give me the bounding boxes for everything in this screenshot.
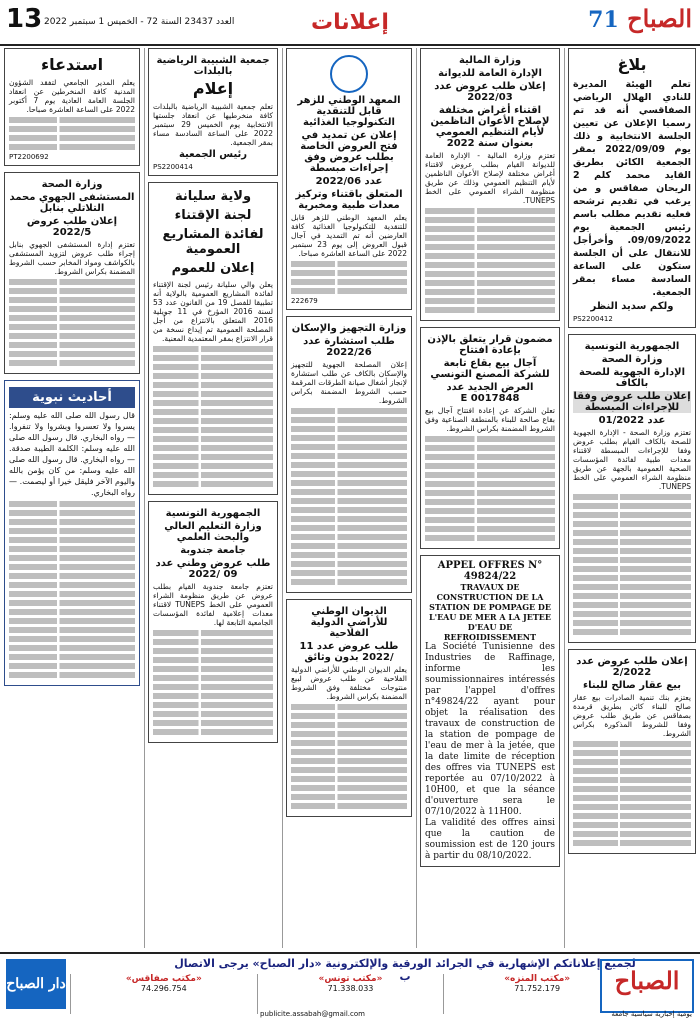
- notice-chabiba: [148, 48, 278, 176]
- tender2-title: إعلان طلب عروض عدد 2/2022: [576, 656, 688, 678]
- equipment-text: إعلان المصلحة الجهوية للتجهيز والإسكان بالكاف عن طلب استشارة لإنجاز أشغال صيانة الطرقات المرقمة حسب الشروط المضمنة بكراس الشروط.: [291, 360, 407, 405]
- hadith-box: [4, 380, 140, 686]
- hadith-title: أحاديث نبوية: [9, 387, 135, 408]
- customs-head: إعلان طلب عروض عدد 2022/03: [434, 81, 546, 103]
- tender-nabeul-hospital: [4, 172, 140, 374]
- office-sfax: [70, 974, 257, 1014]
- ao-tail: La validité des offres ainsi que la caution de soumission est de 120 jours à partir du 08/10/2022.: [425, 818, 555, 861]
- column-3: [286, 48, 412, 948]
- jendouba-text: تعتزم جامعة جندوبة القيام بطلب عروض عن طريق منظومة الشراء العمومي على الخط TUNEPS لاقتناء معدات إعلامية لفائدة المؤسسات الجامعية التابعة لها.: [153, 582, 273, 627]
- hadith-text: قال رسول الله صلى الله عليه وسلم: يسروا ولا تعسروا وبشروا ولا تنفروا. — رواه البخاري. قال رسول الله صلى الله عليه وسلم: الكلمة الطيبة صدقة. — رواه البخاري. قال رسول الله صلى الله عليه وسلم: من كان يؤمن بالله واليوم الآخر فليقل خيرا أو ليصمت. — رواه البخاري.: [9, 411, 135, 497]
- office-tunis: [257, 974, 444, 1014]
- consultation-equipment: [286, 316, 412, 593]
- issue-line: العدد 23437 السنة 72 - الخميس 1 سبتمبر 2022: [44, 17, 235, 27]
- siliana-head2: إعلان للعموم: [171, 261, 255, 276]
- institute-title: المعهد الوطني للزهر قابل للتنقدية التكنولوجيا الغذائية: [297, 95, 401, 128]
- dar-assabah-logo: دار الصباح: [6, 959, 66, 1009]
- notice-title: بلاغ: [617, 55, 647, 74]
- footer-logo-text: الصباح: [614, 966, 680, 995]
- office-sfax-phone: 74.296.754: [140, 984, 187, 993]
- tender-ministry: وزارة الصحة: [601, 354, 663, 365]
- jendouba-title: الجمهورية التونسية: [165, 508, 261, 519]
- convocation-ref: PT2200692: [9, 153, 49, 161]
- institute-head: المتعلق باقتناء وتركيز معدات طبية ومخبرية: [295, 189, 403, 211]
- tender-sub: الإدارة الجهوية للصحة بالكاف: [578, 367, 686, 389]
- tender-land-sale: [568, 649, 696, 854]
- nabeul-sub: المستشفى الجهوي محمد التلاتلي بنابل: [9, 192, 135, 214]
- ao-sub: TRAVAUX DE CONSTRUCTION DE LA STATION DE POMPAGE DE L'EAU DE MER A LA JETEE D'EAU DE REFROIDISSEMENT: [429, 582, 551, 642]
- jendouba-head: جامعة جندوبة: [180, 545, 246, 556]
- chabiba-sign: رئيس الجمعية: [178, 149, 248, 160]
- siliana-title: ولاية سليانة: [174, 189, 252, 204]
- siliana-sub: لجنة الإقتناء: [174, 208, 252, 223]
- footer-offices: [70, 974, 630, 1014]
- office-menzah-name: «مكتب المنزه»: [504, 974, 571, 984]
- office-tunis-name: «مكتب تونس»: [318, 974, 383, 984]
- notice-siliana: [148, 182, 278, 495]
- decision-sub: آجال بيع بقاع تابعة للشركة المصنع التونسي: [430, 358, 550, 380]
- nabeul-head: إعلان طلب عروض 2022/5: [26, 216, 118, 238]
- chabiba-title: جمعية الشبيبة الرياضية بالبلدات: [156, 55, 270, 77]
- office-sub: طلب عروض عدد 11 /2022 بدون وثائق: [299, 641, 399, 663]
- notice-text: تعلم الهيئة المديرة للنادي الهلال الرياضي الصفاقسي أنه قد تم رسميا الإعلان عن تعيين الجلسة الانتخابية و ذلك يوم 2022/09/09 بمقر الجمعية الكائن بطريق القايد محمد كلم 2 الريحان صفاقس و من يرغب في تقديم ترشحه فعليه تقديم مطلب باسم رئيس الجمعية يوم 09/09/2022. وأخرأجل للانتقال على أن الجلسة ستكون على الساعة السادسة مساء بمقر الجمعية.: [573, 79, 691, 298]
- section-title: إعلانات: [311, 10, 389, 35]
- tender-no: عدد 01/2022: [598, 415, 666, 426]
- column-divider: [564, 48, 565, 948]
- footer-title: لجميع إعلاناتكم الإشهارية في الجرائد الورقية والإلكترونية «دار الصباح» يرجى الاتصال ب: [174, 957, 636, 983]
- notice-sign: ولكم سديد النظر: [590, 301, 674, 312]
- convocation-title: استدعاء: [40, 55, 104, 74]
- page-header: [0, 0, 700, 46]
- institute-emblem-icon: [330, 55, 368, 93]
- footer-email: publicite.assabah@gmail.com: [260, 1010, 365, 1018]
- notice-hilal: [568, 48, 696, 328]
- notice-convocation: [4, 48, 140, 166]
- logo-number: 71: [588, 7, 619, 33]
- column-4: [148, 48, 278, 948]
- column-divider: [282, 48, 283, 948]
- nabeul-text: تعتزم إدارة المستشفى الجهوي بنابل إجراء طلب عروض لتزويد المستشفى بالكواشف ومواد المخابر حسب الشروط المضمنة بكراس الشروط.: [9, 240, 135, 276]
- footer-tagline: يومية إخبارية سياسية جامعة: [611, 1010, 692, 1018]
- tender-institute: [286, 48, 412, 310]
- appel-offres-stir: [420, 555, 560, 867]
- office-sfax-name: «مكتب صفاقس»: [125, 974, 202, 984]
- page-footer: [0, 952, 700, 1021]
- jendouba-sub: وزارة التعليم العالي والبحث العلمي: [164, 521, 262, 543]
- convocation-text: يعلم المدير الجامعي لتفقد الشؤون المدنية كافة المنخرطين عن انعقاد الجلسة العامة العادية يوم 7 أكتوبر 2022 على الساعة العاشرة صباحا.: [9, 78, 135, 114]
- siliana-text: يعلن والي سليانة رئيس لجنة الإقتناء لفائدة المشاريع العمومية بالولاية أنه تطبيقا للفصل 19 من القانون عدد 53 لسنة 2016 المؤرخ في 11 جويلية 2016 المتعلق بالانتزاع من أجل المصلحة العمومية تم إيداع نسخة من قرار الانتزاع بمقر المعتمدية المعنية.: [153, 280, 274, 343]
- column-divider: [416, 48, 417, 948]
- decision-reopen: [420, 327, 560, 549]
- column-divider: [144, 48, 145, 948]
- chabiba-ref: PS2200414: [153, 163, 193, 171]
- tender-text: تعتزم وزارة الصحة - الإدارة الجهوية للصحة بالكاف القيام بطلب عروض وفقا للإجراءات المبسطة لاقتناء معدات طبية لفائدة المؤسسات الصحية العمومية بالجهة عن طريق منظومة الشراء العمومي على الخط TUNEPS.: [573, 428, 691, 491]
- column-1: [568, 48, 696, 948]
- office-menzah-phone: 71.752.179: [514, 984, 561, 993]
- tender-office-lands: [286, 599, 412, 817]
- footer-logo: [600, 959, 694, 1013]
- office-text: يعلم الديوان الوطني للأراضي الدولية الفلاحية عن طلب عروض لبيع منتوجات مختلفة وفق الشروط المضمنة بكراس الشروط.: [291, 665, 407, 701]
- tender2-sub: بيع عقار صالح للبناء: [583, 680, 681, 691]
- notice-ref: PS2200412: [573, 315, 613, 323]
- institute-text: يعلم المعهد الوطني للزهر قابل للتنقدية للتكنولوجيا الغذائية كافة العارضين أنه تم التمديد في آجال قبول العروض إلى يوم 23 سبتمبر 2022 على الساعة العاشرة صباحا.: [291, 213, 408, 258]
- decision-head: العرض الجديد عدد 0017848 E: [446, 382, 534, 404]
- column-5: [4, 48, 140, 948]
- logo-text: الصباح: [627, 4, 692, 33]
- decision-title: مضمون قرار يتعلق بالإذن بإعادة افتتاح: [427, 334, 553, 356]
- tender2-text: يعتزم بنك تنمية الصادرات بيع عقار صالح للبناء كائن بطريق قرمدة بصفاقس عن طريق طلب عروض وفقا للشروط المذكورة بكراس الشروط.: [573, 693, 691, 738]
- newspaper-logo: [572, 4, 692, 38]
- ao-body: La Société Tunisienne des Industries de Raffinage, informe les soumissionnaires intéressés par l'appel d'offres n°49824/22 ayant pour objet la réalisation des travaux de construction de la station de pompage de l'eau de mer à la jetée, que la date limite de réception des offres via TUNEPS est reportée au 07/10/2022 à 10H00, et que la séance d'ouverture sera le 07/10/2022 à 11H00.: [425, 642, 555, 817]
- customs-title: وزارة المالية: [458, 55, 522, 66]
- tender-jendouba: [148, 501, 278, 743]
- office-title: الديوان الوطني للأراضي الدولية الفلاحية: [310, 606, 388, 639]
- decision-text: تعلن الشركة عن إعادة افتتاح آجال بيع بقاع صالحة للبناء بالمنطقة الصناعية وفق الشروط المضمنة بكراس الشروط.: [425, 406, 555, 433]
- chabiba-text: تعلم جمعية الشبيبة الرياضية بالبلدات كافة منخرطيها عن انعقاد جلستها الانتخابية يوم الخميس 29 سبتمبر 2022 على الساعة السادسة مساء بمقر الجمعية.: [153, 102, 273, 147]
- institute-ref: 222679: [291, 297, 318, 305]
- column-2: [420, 48, 560, 948]
- equipment-title: وزارة التجهيز والإسكان: [291, 323, 407, 334]
- siliana-head: لفائدة المشاريع العمومية: [162, 227, 264, 257]
- office-tunis-phone: 71.338.033: [327, 984, 374, 993]
- customs-text: تعتزم وزارة المالية - الإدارة العامة للديوانة القيام بطلب عروض لاقتناء أغراض مختلفة لإصلاح الأعوان الناظمين لأيام التنظيم العمومي وذلك عن طريق منظومة الشراء العمومي على الخط TUNEPS.: [425, 151, 555, 205]
- nabeul-title: وزارة الصحة: [41, 179, 103, 190]
- tender-health-kef: [568, 334, 696, 643]
- tender-customs: [420, 48, 560, 321]
- equipment-sub: طلب استشارة عدد 2022/26: [303, 336, 395, 358]
- tender-title: الجمهورية التونسية: [584, 341, 680, 352]
- customs-body-title: اقتناء أغراض مختلفة لإصلاح الأعوان الناظمين لأيام التنظيم العمومي بعنوان سنة 2022: [430, 105, 550, 149]
- ao-title: APPEL OFFRES N° 49824/22: [437, 560, 543, 582]
- page-number: 13: [6, 4, 43, 34]
- chabiba-head: إعلام: [192, 79, 234, 98]
- institute-sub: إعلان عن تمديد في فتح العروض الخاصة بطلب عروض وفق إجراءات مبسطة: [300, 130, 398, 174]
- customs-sub: الإدارة العامة للديوانة: [438, 68, 542, 79]
- tender-head: إعلان طلب عروض وفقا للإجراءات المبسطة: [573, 391, 691, 413]
- jendouba-tender: طلب عروض وطني عدد 09 /2022: [155, 558, 271, 580]
- institute-no: عدد 2022/06: [315, 176, 383, 187]
